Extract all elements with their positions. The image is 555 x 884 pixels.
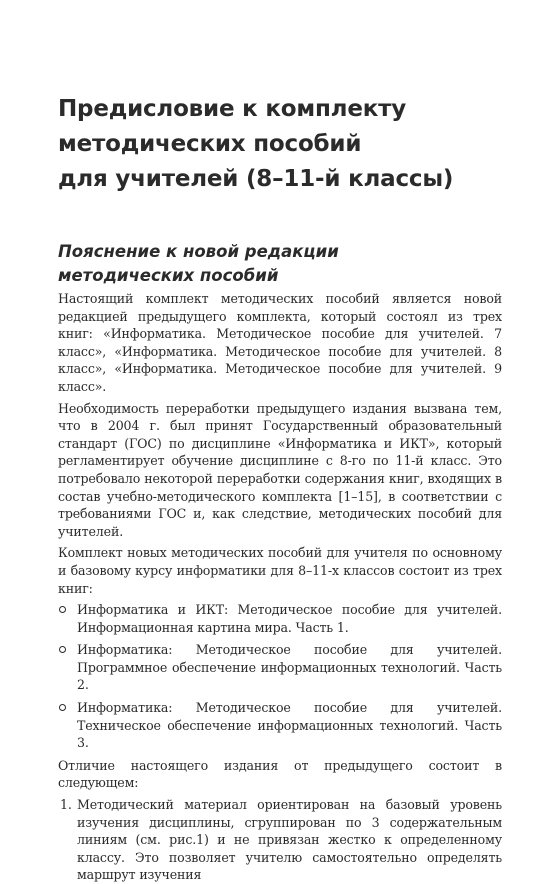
circle-bullet-icon [59, 606, 66, 613]
list-item-text: Информатика: Методическое пособие для учителей. Техническое обеспечение информационных технологий. Часть 3. [77, 700, 502, 751]
section-title [58, 240, 502, 288]
chapter-title-line-1: Предисловие к комплекту [58, 96, 407, 122]
section-title-line-2: методических пособий [58, 266, 279, 285]
books-list [58, 601, 502, 752]
circle-bullet-icon [59, 646, 66, 653]
paragraph-difference-intro: Отличие настоящего издания от предыдущего состоит в следующем: [58, 757, 502, 791]
paragraph-intro: Настоящий комплект методических пособий является новой редакцией предыдущего комплекта, который состоял из трех книг: «Информатика. Методическое пособие для учителей. 7 класс», «Информатика. Методическое пособие для учителей. 8 класс», «Информатика. Методическое пособие для учителей. 9 класс». [58, 291, 502, 394]
list-item [58, 699, 502, 752]
list-item [58, 796, 502, 884]
paragraph-kit: Комплект новых методических пособий для учителя по основному и базовому курсу информатики для 8–11-х классов состоит из трех книг: [58, 545, 502, 596]
list-item-text: Информатика и ИКТ: Методическое пособие для учителей. Информационная картина мира. Часть 1. [77, 602, 502, 635]
chapter-title-line-3: для учителей (8–11-й классы) [58, 166, 454, 192]
list-item [58, 641, 502, 694]
circle-bullet-icon [59, 704, 66, 711]
body-text [58, 290, 502, 884]
list-number: 1. [60, 797, 72, 813]
list-item-text: Методический материал ориентирован на базовый уровень изучения дисциплины, сгруппирован по 3 содержательным линиям (см. рис.1) и не привязан жестко к определенному классу. Это позволяет учителю самостоятельно определять маршрут изучения [77, 797, 502, 883]
list-item [58, 601, 502, 636]
chapter-title-line-2: методических пособий [58, 131, 362, 157]
chapter-title [58, 92, 502, 197]
section-title-line-1: Пояснение к новой редакции [58, 242, 339, 261]
differences-list [58, 796, 502, 884]
paragraph-reason: Необходимость переработки предыдущего издания вызвана тем, что в 2004 г. был принят Государственный образовательный стандарт (ГОС) по дисциплине «Информатика и ИКТ», который регламентирует обучение дисциплине с 8-го по 11-й класс. Это потребовало некоторой переработки содержания книг, входящих в состав учебно-методического комплекта [1–15], в соответствии с требованиями ГОС и, как следствие, методических пособий для учителей. [58, 400, 502, 539]
list-item-text: Информатика: Методическое пособие для учителей. Программное обеспечение информационных технологий. Часть 2. [77, 642, 502, 693]
